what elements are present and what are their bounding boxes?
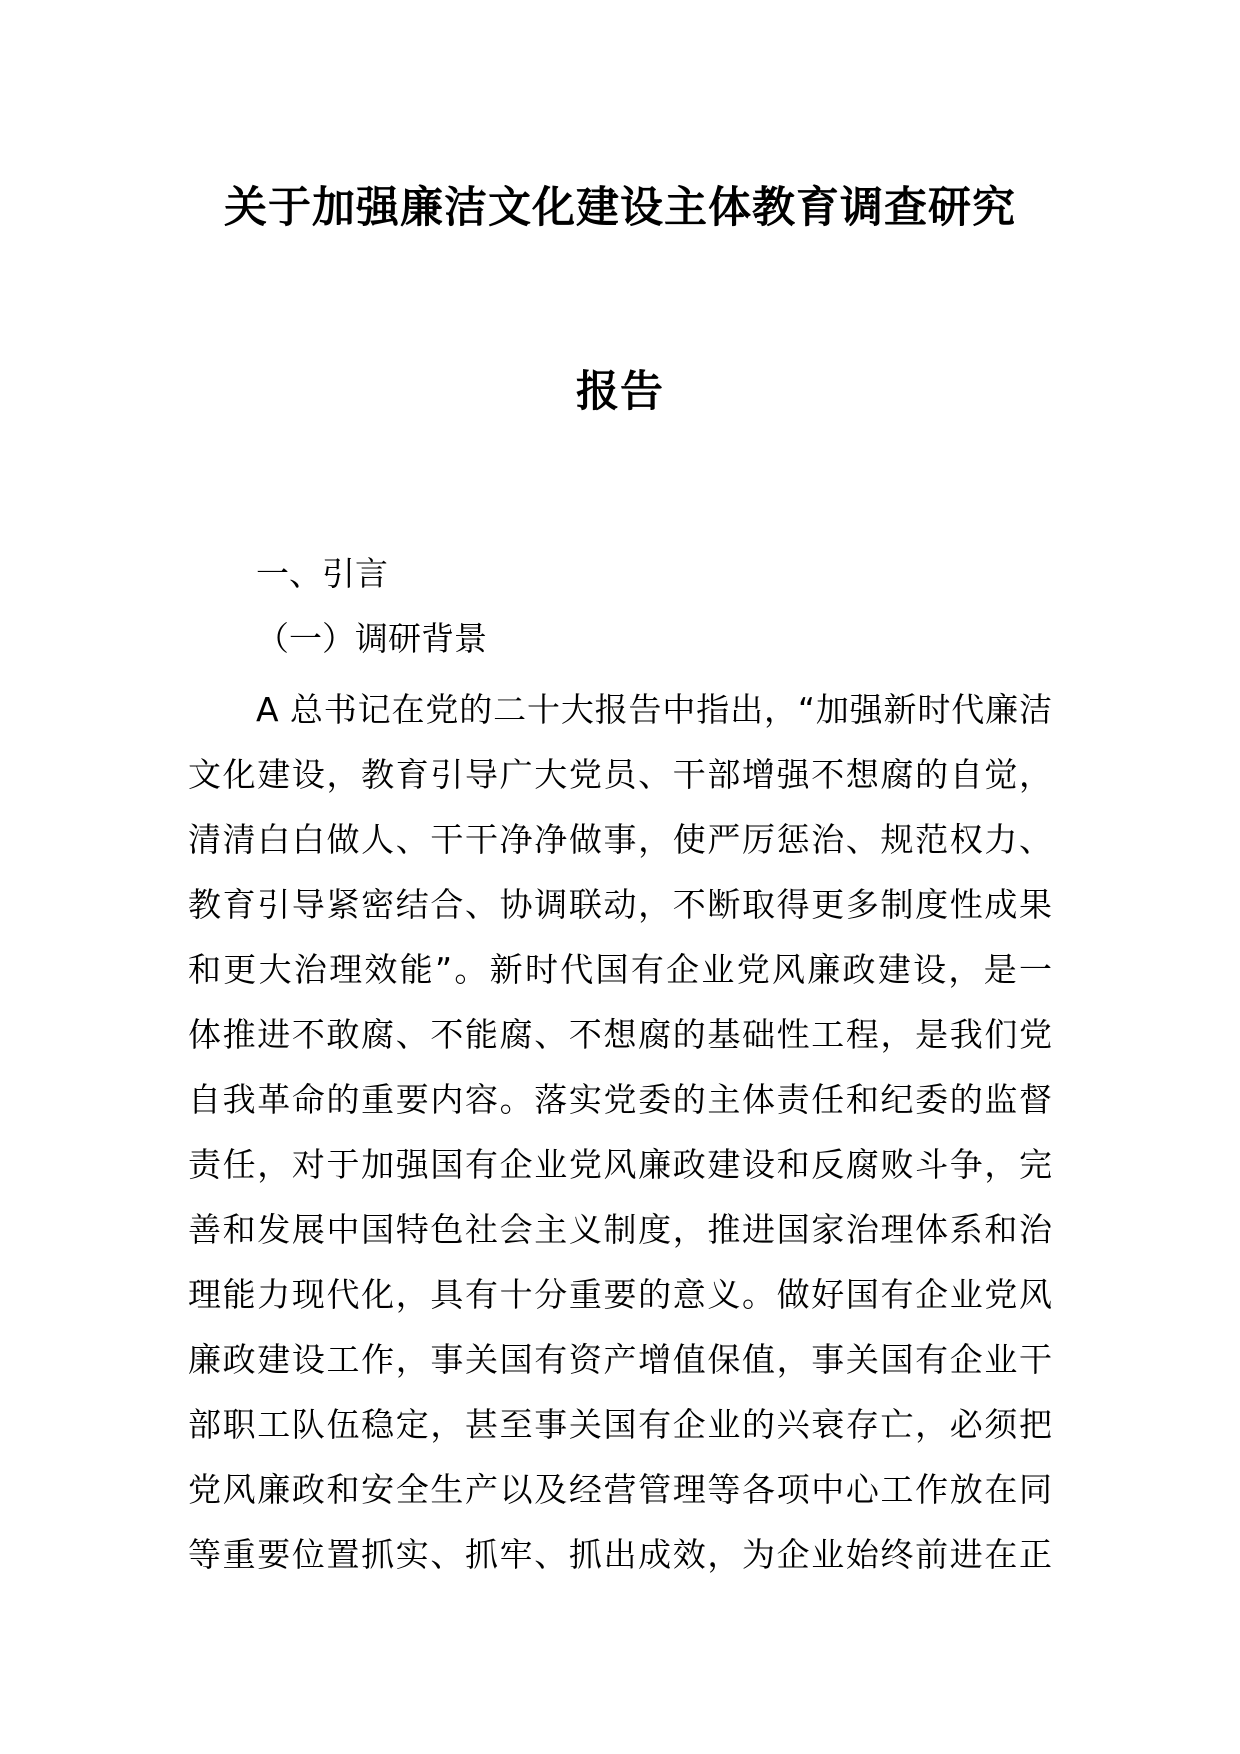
subsection-heading: （一）调研背景 [256,619,487,658]
paragraph-line: 廉政建设工作，事关国有资产增值保值，事关国有企业干 [188,1340,1052,1379]
paragraph-line: 文化建设，教育引导广大党员、干部增强不想腐的自觉， [188,755,1052,794]
paragraph-line: 责任，对于加强国有企业党风廉政建设和反腐败斗争，完 [188,1145,1052,1184]
paragraph-line: 体推进不敢腐、不能腐、不想腐的基础性工程，是我们党 [188,1015,1052,1054]
paragraph-line: 善和发展中国特色社会主义制度，推进国家治理体系和治 [188,1210,1052,1249]
paragraph-line: 部职工队伍稳定，甚至事关国有企业的兴衰存亡，必须把 [188,1405,1052,1444]
paragraph-line: 清清白白做人、干干净净做事，使严厉惩治、规范权力、 [188,820,1052,859]
paragraph-line: 党风廉政和安全生产以及经营管理等各项中心工作放在同 [188,1470,1052,1509]
paragraph-line: 理能力现代化，具有十分重要的意义。做好国有企业党风 [188,1275,1052,1314]
section-heading: 一、引言 [256,554,388,593]
paragraph-line: 自我革命的重要内容。落实党委的主体责任和纪委的监督 [188,1080,1052,1119]
document-title-line-2: 报告 [576,367,664,417]
paragraph-line: A 总书记在党的二十大报告中指出，“加强新时代廉洁 [256,690,1052,729]
body-paragraph [188,677,1052,1587]
paragraph-line: 等重要位置抓实、抓牢、抓出成效，为企业始终前进在正 [188,1535,1052,1574]
document-title-line-1: 关于加强廉洁文化建设主体教育调查研究 [224,183,1016,233]
paragraph-line: 和更大治理效能”。新时代国有企业党风廉政建设，是一 [188,950,1052,989]
paragraph-line: 教育引导紧密结合、协调联动，不断取得更多制度性成果 [188,885,1052,924]
